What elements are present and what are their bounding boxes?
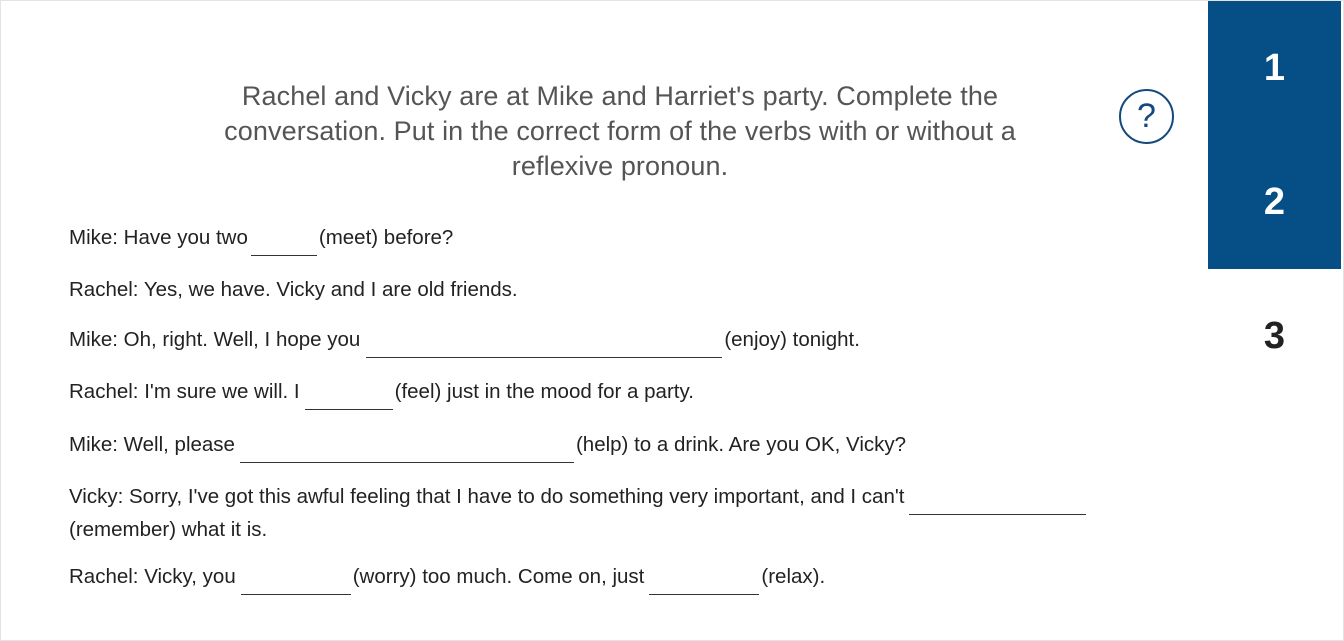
conversation-line-5 <box>69 430 906 463</box>
verb-hint: (relax). <box>761 565 826 588</box>
line-text: Vicky: Sorry, I've got this awful feeling that I have to do something very important, and I can't <box>69 485 905 508</box>
line-text: Rachel: Vicky, you <box>69 565 236 588</box>
conversation-line-4 <box>69 377 694 410</box>
verb-hint: (enjoy) tonight. <box>724 328 860 351</box>
answer-field-help[interactable] <box>240 440 574 463</box>
answer-field-feel[interactable] <box>305 387 393 410</box>
line-text: Rachel: I'm sure we will. I <box>69 380 300 403</box>
verb-hint: (remember) what it is. <box>69 517 268 541</box>
answer-field-enjoy[interactable] <box>366 335 722 358</box>
line-text: Rachel: Yes, we have. Vicky and I are old friends. <box>69 278 518 301</box>
answer-field-worry[interactable] <box>241 572 351 595</box>
line-text: Mike: Well, please <box>69 433 235 456</box>
conversation-line-2 <box>69 275 518 304</box>
step-3-tab[interactable]: 3 <box>1208 269 1341 403</box>
step-1-tab[interactable]: 1 <box>1208 1 1341 135</box>
conversation-line-1 <box>69 223 453 256</box>
step-2-tab[interactable]: 2 <box>1208 135 1341 269</box>
verb-hint: (feel) just in the mood for a party. <box>394 380 694 403</box>
answer-field-meet[interactable] <box>251 233 317 256</box>
verb-hint: (help) to a drink. Are you OK, Vicky? <box>575 433 907 456</box>
answer-field-relax[interactable] <box>649 572 759 595</box>
line-text: Mike: Oh, right. Well, I hope you <box>69 328 361 351</box>
line-text: Mike: Have you two <box>69 226 248 249</box>
help-icon[interactable]: ? <box>1119 89 1174 144</box>
conversation-line-3 <box>69 325 860 358</box>
answer-field-remember[interactable] <box>909 492 1086 515</box>
step-navigation <box>1208 1 1341 640</box>
verb-hint: (meet) before? <box>318 226 454 249</box>
instructions-text: Rachel and Vicky are at Mike and Harriet's party. Complete the conversation. Put in the correct form of the verbs with or without a reflexive pronoun. <box>224 81 1016 181</box>
conversation-line-7 <box>69 562 825 595</box>
conversation-line-6 <box>69 482 1164 544</box>
line-text-middle: (worry) too much. Come on, just <box>352 565 645 588</box>
